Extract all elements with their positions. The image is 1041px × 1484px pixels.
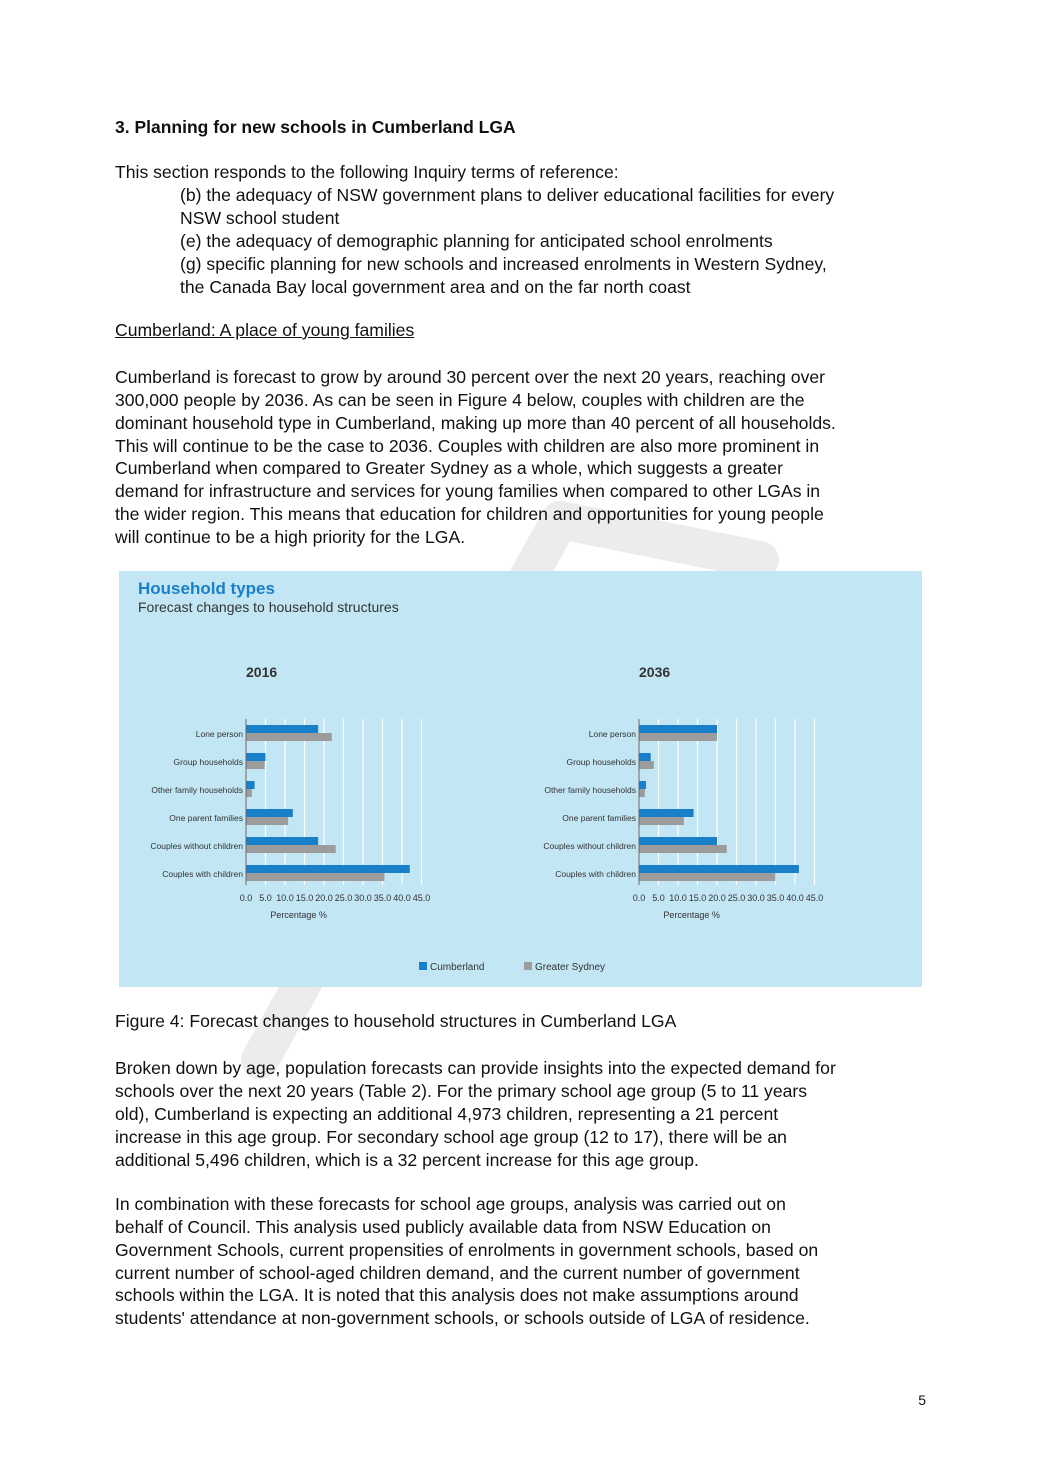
paragraph-line: Government Schools, current propensities of enrolments in government schools, based on [115, 1240, 819, 1260]
x-axis-label: Percentage % [270, 910, 327, 920]
x-tick-label: 45.0 [805, 893, 824, 903]
paragraph-line: demand for infrastructure and services for young families when compared to other LGAs in [115, 481, 821, 501]
bar-greater-sydney [639, 817, 684, 825]
x-tick-label: 15.0 [295, 893, 314, 903]
panel-title: 2036 [639, 664, 671, 680]
subheading: Cumberland: A place of young families [115, 320, 415, 340]
paragraph-line: the wider region. This means that education for children and opportunities for young people [115, 504, 824, 524]
bar-cumberland [639, 837, 717, 845]
section-heading: 3. Planning for new schools in Cumberland LGA [115, 117, 516, 137]
bar-greater-sydney [639, 761, 654, 769]
x-tick-label: 40.0 [786, 893, 804, 903]
category-label: One parent families [562, 813, 636, 823]
x-tick-label: 5.0 [652, 893, 665, 903]
paragraph-line: This will continue to be the case to 2036. Couples with children are also more prominent in [115, 436, 820, 456]
term-g-line2: the Canada Bay local government area and on the far north coast [180, 277, 691, 297]
x-tick-label: 30.0 [354, 893, 372, 903]
chart-subtitle: Forecast changes to household structures [138, 599, 399, 615]
term-g-line1: (g) specific planning for new schools and increased enrolments in Western Sydney, [180, 254, 827, 274]
bar-greater-sydney [639, 733, 717, 741]
category-label: Couples with children [555, 869, 636, 879]
x-tick-label: 5.0 [259, 893, 272, 903]
paragraph-line: students' attendance at non-government schools, or schools outside of LGA of residence. [115, 1308, 810, 1328]
category-label: Other family households [544, 785, 636, 795]
term-b-line1: (b) the adequacy of NSW government plans to deliver educational facilities for every [180, 185, 835, 205]
legend-label-cumberland: Cumberland [430, 962, 485, 973]
legend-label-greater-sydney: Greater Sydney [535, 962, 606, 973]
bar-cumberland [639, 725, 717, 733]
bar-cumberland [246, 865, 410, 873]
paragraph-line: Cumberland is forecast to grow by around 30 percent over the next 20 years, reaching over [115, 367, 826, 387]
paragraph-line: In combination with these forecasts for school age groups, analysis was carried out on [115, 1194, 786, 1214]
bar-greater-sydney [639, 845, 727, 853]
page-number: 5 [918, 1392, 926, 1408]
x-tick-label: 40.0 [393, 893, 411, 903]
household-chart [119, 571, 922, 987]
x-tick-label: 35.0 [766, 893, 785, 903]
household-types-figure [119, 571, 922, 987]
bar-greater-sydney [639, 789, 645, 797]
paragraph-line: will continue to be a high priority for the LGA. [115, 527, 466, 547]
paragraph-line: Broken down by age, population forecasts can provide insights into the expected demand for [115, 1058, 836, 1078]
paragraph-line: Cumberland when compared to Greater Sydney as a whole, which suggests a greater [115, 458, 783, 478]
bar-cumberland [246, 781, 255, 789]
bar-cumberland [639, 865, 799, 873]
x-tick-label: 0.0 [632, 893, 646, 903]
x-tick-label: 10.0 [669, 893, 687, 903]
x-axis-label: Percentage % [663, 910, 720, 920]
paragraph-line: dominant household type in Cumberland, making up more than 40 percent of all households. [115, 413, 836, 433]
category-label: Group households [173, 757, 243, 767]
legend-swatch-cumberland [419, 962, 427, 970]
bar-greater-sydney [246, 733, 332, 741]
chart-title: Household types [138, 579, 275, 598]
x-tick-label: 20.0 [708, 893, 726, 903]
bar-cumberland [246, 837, 318, 845]
x-tick-label: 0.0 [239, 893, 253, 903]
figure-caption: Figure 4: Forecast changes to household structures in Cumberland LGA [115, 1011, 677, 1031]
category-label: Other family households [151, 785, 243, 795]
category-label: Couples with children [162, 869, 243, 879]
x-tick-label: 35.0 [373, 893, 392, 903]
category-label: Couples without children [543, 841, 636, 851]
bar-greater-sydney [246, 761, 265, 769]
bar-cumberland [639, 753, 651, 761]
x-tick-label: 25.0 [334, 893, 353, 903]
panel-title: 2016 [246, 664, 278, 680]
bar-greater-sydney [639, 873, 776, 881]
bar-cumberland [639, 809, 694, 817]
x-tick-label: 45.0 [412, 893, 431, 903]
bar-greater-sydney [246, 873, 384, 881]
bar-cumberland [246, 753, 266, 761]
chart-panels [150, 664, 823, 920]
paragraph-line: schools within the LGA. It is noted that this analysis does not make assumptions around [115, 1285, 799, 1305]
term-b-line2: NSW school student [180, 208, 340, 228]
x-tick-label: 10.0 [276, 893, 294, 903]
intro-text: This section responds to the following Inquiry terms of reference: [115, 162, 619, 182]
category-label: Group households [566, 757, 636, 767]
category-label: Couples without children [150, 841, 243, 851]
bar-greater-sydney [246, 817, 288, 825]
legend [419, 962, 605, 973]
paragraph-line: additional 5,496 children, which is a 32 percent increase for this age group. [115, 1150, 699, 1170]
bar-cumberland [246, 809, 293, 817]
legend-swatch-greater-sydney [524, 962, 532, 970]
paragraph-line: current number of school-aged children demand, and the current number of government [115, 1263, 800, 1283]
bar-greater-sydney [246, 789, 252, 797]
paragraph-line: increase in this age group. For secondary school age group (12 to 17), there will be an [115, 1127, 787, 1147]
category-label: One parent families [169, 813, 243, 823]
category-label: Lone person [588, 729, 636, 739]
bar-greater-sydney [246, 845, 336, 853]
bar-cumberland [246, 725, 318, 733]
x-tick-label: 25.0 [727, 893, 746, 903]
category-label: Lone person [195, 729, 243, 739]
x-tick-label: 30.0 [747, 893, 765, 903]
paragraph-line: schools over the next 20 years (Table 2). For the primary school age group (5 to 11 years [115, 1081, 808, 1101]
x-tick-label: 15.0 [688, 893, 707, 903]
bar-cumberland [639, 781, 646, 789]
term-e: (e) the adequacy of demographic planning for anticipated school enrolments [180, 231, 773, 251]
paragraph-line: 300,000 people by 2036. As can be seen in Figure 4 below, couples with children are the [115, 390, 805, 410]
x-tick-label: 20.0 [315, 893, 333, 903]
paragraph-line: old), Cumberland is expecting an additional 4,973 children, representing a 21 percent [115, 1104, 779, 1124]
paragraph-line: behalf of Council. This analysis used publicly available data from NSW Education on [115, 1217, 771, 1237]
